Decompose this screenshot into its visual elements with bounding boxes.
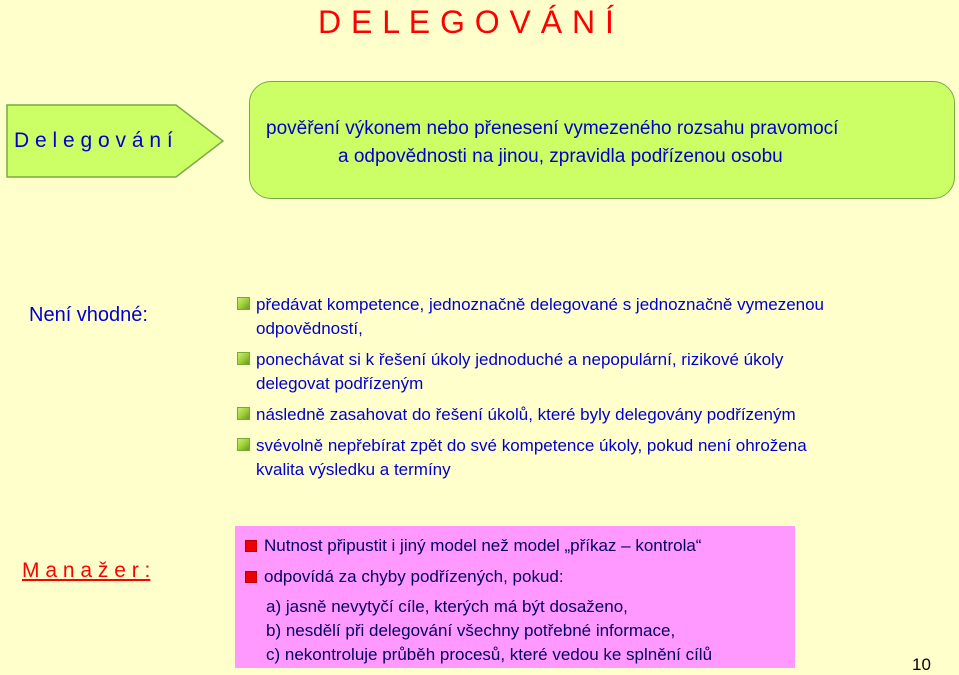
green-bullet-icon	[237, 438, 250, 451]
manager-condition: b) nesdělí při delegování všechny potřebné informace,	[266, 621, 676, 640]
red-bullet-icon	[245, 540, 257, 552]
red-bullet-icon	[245, 571, 257, 583]
not-suitable-item-cont: kvalita výsledku a termíny	[256, 460, 451, 479]
definition-line: pověření výkonem nebo přenesení vymezeného rozsahu pravomocí	[266, 118, 839, 139]
definition-box	[249, 81, 955, 199]
definition-term: D e l e g o v á n í	[14, 129, 173, 152]
not-suitable-label: Není vhodné:	[29, 304, 148, 326]
green-bullet-icon	[237, 297, 250, 310]
page-title: D E L E G O V Á N Í	[318, 4, 615, 40]
not-suitable-item-cont: odpovědností,	[256, 319, 363, 338]
not-suitable-item: předávat kompetence, jednoznačně delegované s jednoznačně vymezenou	[256, 295, 825, 314]
not-suitable-item: svévolně nepřebírat zpět do své kompetence úkoly, pokud není ohrožena	[256, 436, 807, 455]
page-number: 10	[912, 655, 931, 674]
manager-condition: c) nekontroluje průběh procesů, které vedou ke splnění cílů	[266, 645, 713, 664]
manager-condition: a) jasně nevytyčí cíle, kterých má být dosaženo,	[266, 597, 628, 616]
manager-label: M a n a ž e r :	[22, 559, 151, 582]
manager-bullet: odpovídá za chyby podřízených, pokud:	[264, 567, 564, 586]
not-suitable-item-cont: delegovat podřízeným	[256, 374, 424, 393]
not-suitable-item: ponechávat si k řešení úkoly jednoduché a nepopulární, rizikové úkoly	[256, 350, 784, 369]
green-bullet-icon	[237, 352, 250, 365]
definition-line: a odpovědnosti na jinou, zpravidla podřízenou osobu	[338, 146, 783, 167]
manager-bullet: Nutnost připustit i jiný model než model „příkaz – kontrola“	[264, 536, 702, 555]
not-suitable-item: následně zasahovat do řešení úkolů, které byly delegovány podřízeným	[256, 405, 796, 424]
green-bullet-icon	[237, 407, 250, 420]
